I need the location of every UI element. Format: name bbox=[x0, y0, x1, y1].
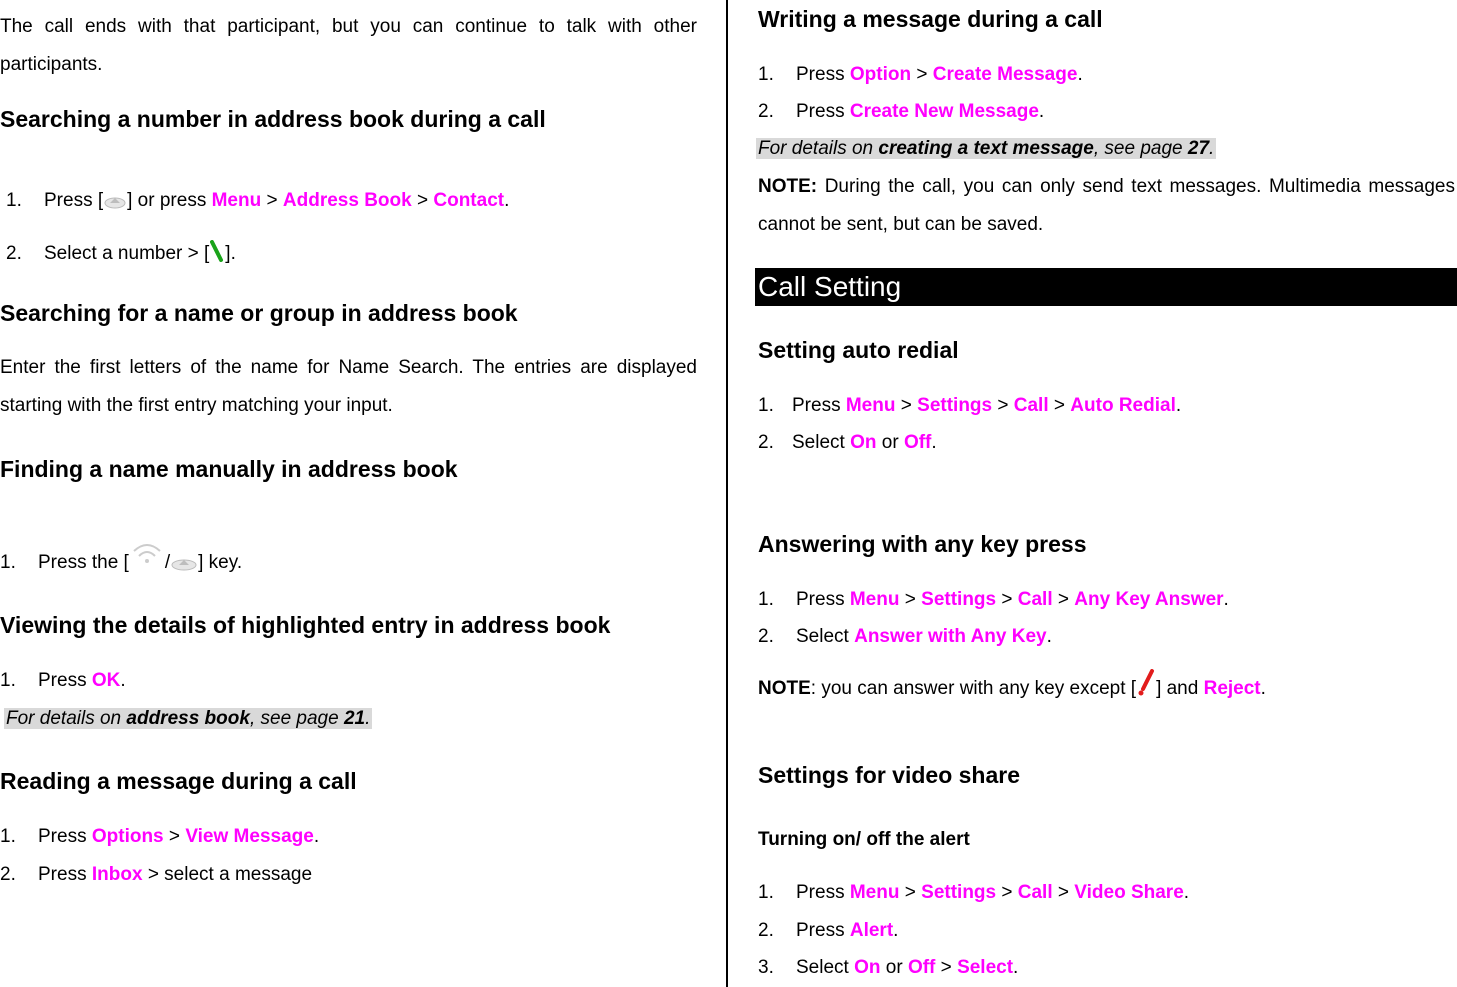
step-video-share-3 bbox=[758, 958, 1018, 978]
step-text: Press bbox=[796, 101, 845, 122]
step-text: Select bbox=[796, 957, 849, 978]
step-write-message-2 bbox=[758, 102, 1044, 122]
heading-auto-redial: Setting auto redial bbox=[758, 337, 959, 363]
step-video-share-1 bbox=[758, 883, 1189, 903]
step-number: 3. bbox=[758, 957, 774, 978]
section-banner-call-setting: Call Setting bbox=[755, 268, 1457, 306]
reference-text: . bbox=[1209, 138, 1215, 159]
intro-paragraph: The call ends with that participant, but you can continue to talk with other participants. bbox=[0, 16, 697, 75]
step-text: . bbox=[1013, 957, 1019, 978]
step-write-message-1 bbox=[758, 65, 1083, 85]
separator: > bbox=[266, 190, 278, 211]
step-auto-redial-2 bbox=[758, 433, 937, 453]
step-text: Select a number > [ bbox=[44, 243, 210, 264]
note-text: : you can answer with any key except [ bbox=[810, 678, 1137, 699]
step-text: Press the [ bbox=[38, 552, 129, 573]
step-text: . bbox=[120, 670, 126, 691]
step-text: . bbox=[893, 920, 899, 941]
separator: > bbox=[916, 64, 928, 85]
column-divider bbox=[726, 0, 728, 987]
step-auto-redial-1 bbox=[758, 396, 1181, 416]
reference-text: For details on bbox=[758, 138, 874, 159]
separator: > bbox=[1001, 882, 1013, 903]
step-search-number-2 bbox=[6, 240, 236, 267]
step-text: . bbox=[1046, 626, 1052, 647]
heading-find-manually: Finding a name manually in address book bbox=[0, 456, 458, 482]
menu-label: Menu bbox=[849, 589, 900, 610]
step-view-details-1 bbox=[0, 671, 126, 691]
menu-label: Menu bbox=[849, 882, 900, 903]
heading-video-share: Settings for video share bbox=[758, 762, 1021, 788]
step-text: Press bbox=[796, 64, 845, 85]
heading-read-message: Reading a message during a call bbox=[0, 768, 357, 794]
create-new-message-label: Create New Message bbox=[849, 101, 1039, 122]
step-read-message-1 bbox=[0, 827, 319, 847]
step-number: 2. bbox=[6, 243, 22, 264]
separator: > bbox=[900, 395, 912, 416]
step-text: . bbox=[1175, 395, 1182, 416]
any-key-answer-label: Any Key Answer bbox=[1074, 589, 1224, 610]
step-text: . bbox=[1077, 64, 1083, 85]
search-name-paragraph: Enter the first letters of the name for Name Search. The entries are displayed starting with the first entry matching your input. bbox=[0, 357, 697, 416]
step-number: 1. bbox=[0, 552, 16, 573]
step-search-number-1 bbox=[6, 191, 509, 214]
step-text: Press bbox=[796, 920, 845, 941]
heading-any-key: Answering with any key press bbox=[758, 531, 1087, 557]
contact-label: Contact bbox=[433, 190, 505, 211]
step-text: or bbox=[885, 957, 903, 978]
separator: > bbox=[416, 190, 429, 211]
heading-search-number: Searching a number in address book during a call bbox=[0, 106, 546, 132]
step-number: 1. bbox=[0, 826, 16, 847]
reference-text: , see page bbox=[1093, 138, 1183, 159]
note-label: NOTE bbox=[758, 678, 811, 699]
reference-page: 27 bbox=[1187, 138, 1210, 159]
step-number: 1. bbox=[0, 670, 16, 691]
step-text: . bbox=[504, 190, 510, 211]
option-label: Option bbox=[849, 64, 912, 85]
step-number: 2. bbox=[0, 864, 16, 885]
address-book-label: Address Book bbox=[282, 190, 412, 211]
video-share-label: Video Share bbox=[1074, 882, 1184, 903]
step-text: ] or press bbox=[127, 190, 207, 211]
subheading-alert: Turning on/ off the alert bbox=[758, 829, 970, 850]
end-key-icon bbox=[1137, 669, 1155, 702]
reference-text: . bbox=[365, 708, 371, 729]
step-text: or bbox=[881, 432, 899, 453]
note-any-key bbox=[758, 669, 1266, 702]
off-label: Off bbox=[907, 957, 936, 978]
step-text: Press bbox=[38, 670, 87, 691]
separator: > bbox=[940, 957, 952, 978]
step-text: . bbox=[1183, 882, 1190, 903]
separator: > bbox=[1057, 882, 1070, 903]
menu-label: Menu bbox=[211, 190, 262, 211]
separator: > bbox=[1001, 589, 1013, 610]
step-number: 2. bbox=[758, 432, 774, 453]
reference-address-book bbox=[4, 709, 372, 729]
off-label: Off bbox=[903, 432, 932, 453]
step-text: ] key. bbox=[198, 552, 243, 573]
call-label: Call bbox=[1017, 882, 1053, 903]
note-body: During the call, you can only send text messages. Multimedia messages cannot be sent, but can be saved. bbox=[758, 176, 1455, 235]
step-text: Press bbox=[792, 395, 841, 416]
on-label: On bbox=[850, 432, 877, 453]
settings-label: Settings bbox=[917, 395, 993, 416]
step-number: 2. bbox=[758, 626, 774, 647]
create-message-label: Create Message bbox=[932, 64, 1078, 85]
step-text: Press bbox=[38, 826, 87, 847]
reference-text: For details on bbox=[6, 708, 122, 729]
step-number: 1. bbox=[758, 589, 774, 610]
softkey-icon bbox=[104, 191, 126, 214]
heading-view-details: Viewing the details of highlighted entry in address book bbox=[0, 612, 611, 638]
separator: > bbox=[997, 395, 1009, 416]
step-text: . bbox=[931, 432, 937, 453]
navigation-key-icon bbox=[130, 541, 164, 576]
step-any-key-1 bbox=[758, 590, 1229, 610]
reference-highlight bbox=[4, 708, 372, 729]
step-any-key-2 bbox=[758, 627, 1052, 647]
separator: / bbox=[164, 552, 171, 573]
heading-search-name: Searching for a name or group in address book bbox=[0, 300, 518, 326]
step-text: . bbox=[1038, 101, 1045, 122]
reference-text: , see page bbox=[249, 708, 339, 729]
menu-label: Menu bbox=[845, 395, 896, 416]
step-number: 1. bbox=[6, 190, 22, 211]
options-label: Options bbox=[91, 826, 164, 847]
step-text: Select bbox=[796, 626, 849, 647]
reject-label: Reject bbox=[1203, 678, 1261, 699]
step-video-share-2 bbox=[758, 921, 898, 941]
step-text: . bbox=[1223, 589, 1229, 610]
softkey-icon bbox=[171, 553, 197, 576]
step-text: Press bbox=[796, 589, 845, 610]
step-text: ]. bbox=[225, 243, 236, 264]
heading-write-message: Writing a message during a call bbox=[758, 6, 1103, 32]
step-text: Press bbox=[796, 882, 845, 903]
step-find-manually-1 bbox=[0, 541, 242, 576]
answer-with-any-key-label: Answer with Any Key bbox=[854, 626, 1047, 647]
reference-topic: creating a text message bbox=[878, 138, 1094, 159]
step-number: 1. bbox=[758, 395, 774, 416]
step-number: 1. bbox=[758, 64, 774, 85]
view-message-label: View Message bbox=[185, 826, 314, 847]
note-text: . bbox=[1260, 678, 1266, 699]
step-number: 1. bbox=[758, 882, 774, 903]
alert-label: Alert bbox=[849, 920, 894, 941]
separator: > bbox=[1057, 589, 1070, 610]
ok-label: OK bbox=[91, 670, 121, 691]
on-label: On bbox=[854, 957, 881, 978]
auto-redial-label: Auto Redial bbox=[1070, 395, 1176, 416]
separator: > bbox=[904, 882, 916, 903]
separator: > bbox=[904, 589, 916, 610]
step-text: Press bbox=[38, 864, 87, 885]
note-text: ] and bbox=[1156, 678, 1199, 699]
reference-topic: address book bbox=[126, 708, 250, 729]
call-label: Call bbox=[1017, 589, 1053, 610]
separator: > bbox=[168, 826, 181, 847]
step-read-message-2 bbox=[0, 865, 312, 885]
step-text: Press [ bbox=[44, 190, 104, 211]
call-key-icon bbox=[210, 240, 224, 267]
step-text: Select bbox=[792, 432, 845, 453]
reference-text-message bbox=[756, 139, 1216, 159]
inbox-label: Inbox bbox=[91, 864, 143, 885]
step-text: > select a message bbox=[147, 864, 313, 885]
select-label: Select bbox=[957, 957, 1014, 978]
settings-label: Settings bbox=[921, 882, 997, 903]
reference-highlight bbox=[756, 138, 1216, 159]
step-number: 2. bbox=[758, 101, 774, 122]
separator: > bbox=[1053, 395, 1066, 416]
note-label: NOTE: bbox=[758, 176, 818, 197]
call-label: Call bbox=[1013, 395, 1049, 416]
step-text: . bbox=[313, 826, 320, 847]
step-number: 2. bbox=[758, 920, 774, 941]
note-multimedia bbox=[758, 168, 1455, 244]
reference-page: 21 bbox=[343, 708, 366, 729]
settings-label: Settings bbox=[921, 589, 997, 610]
